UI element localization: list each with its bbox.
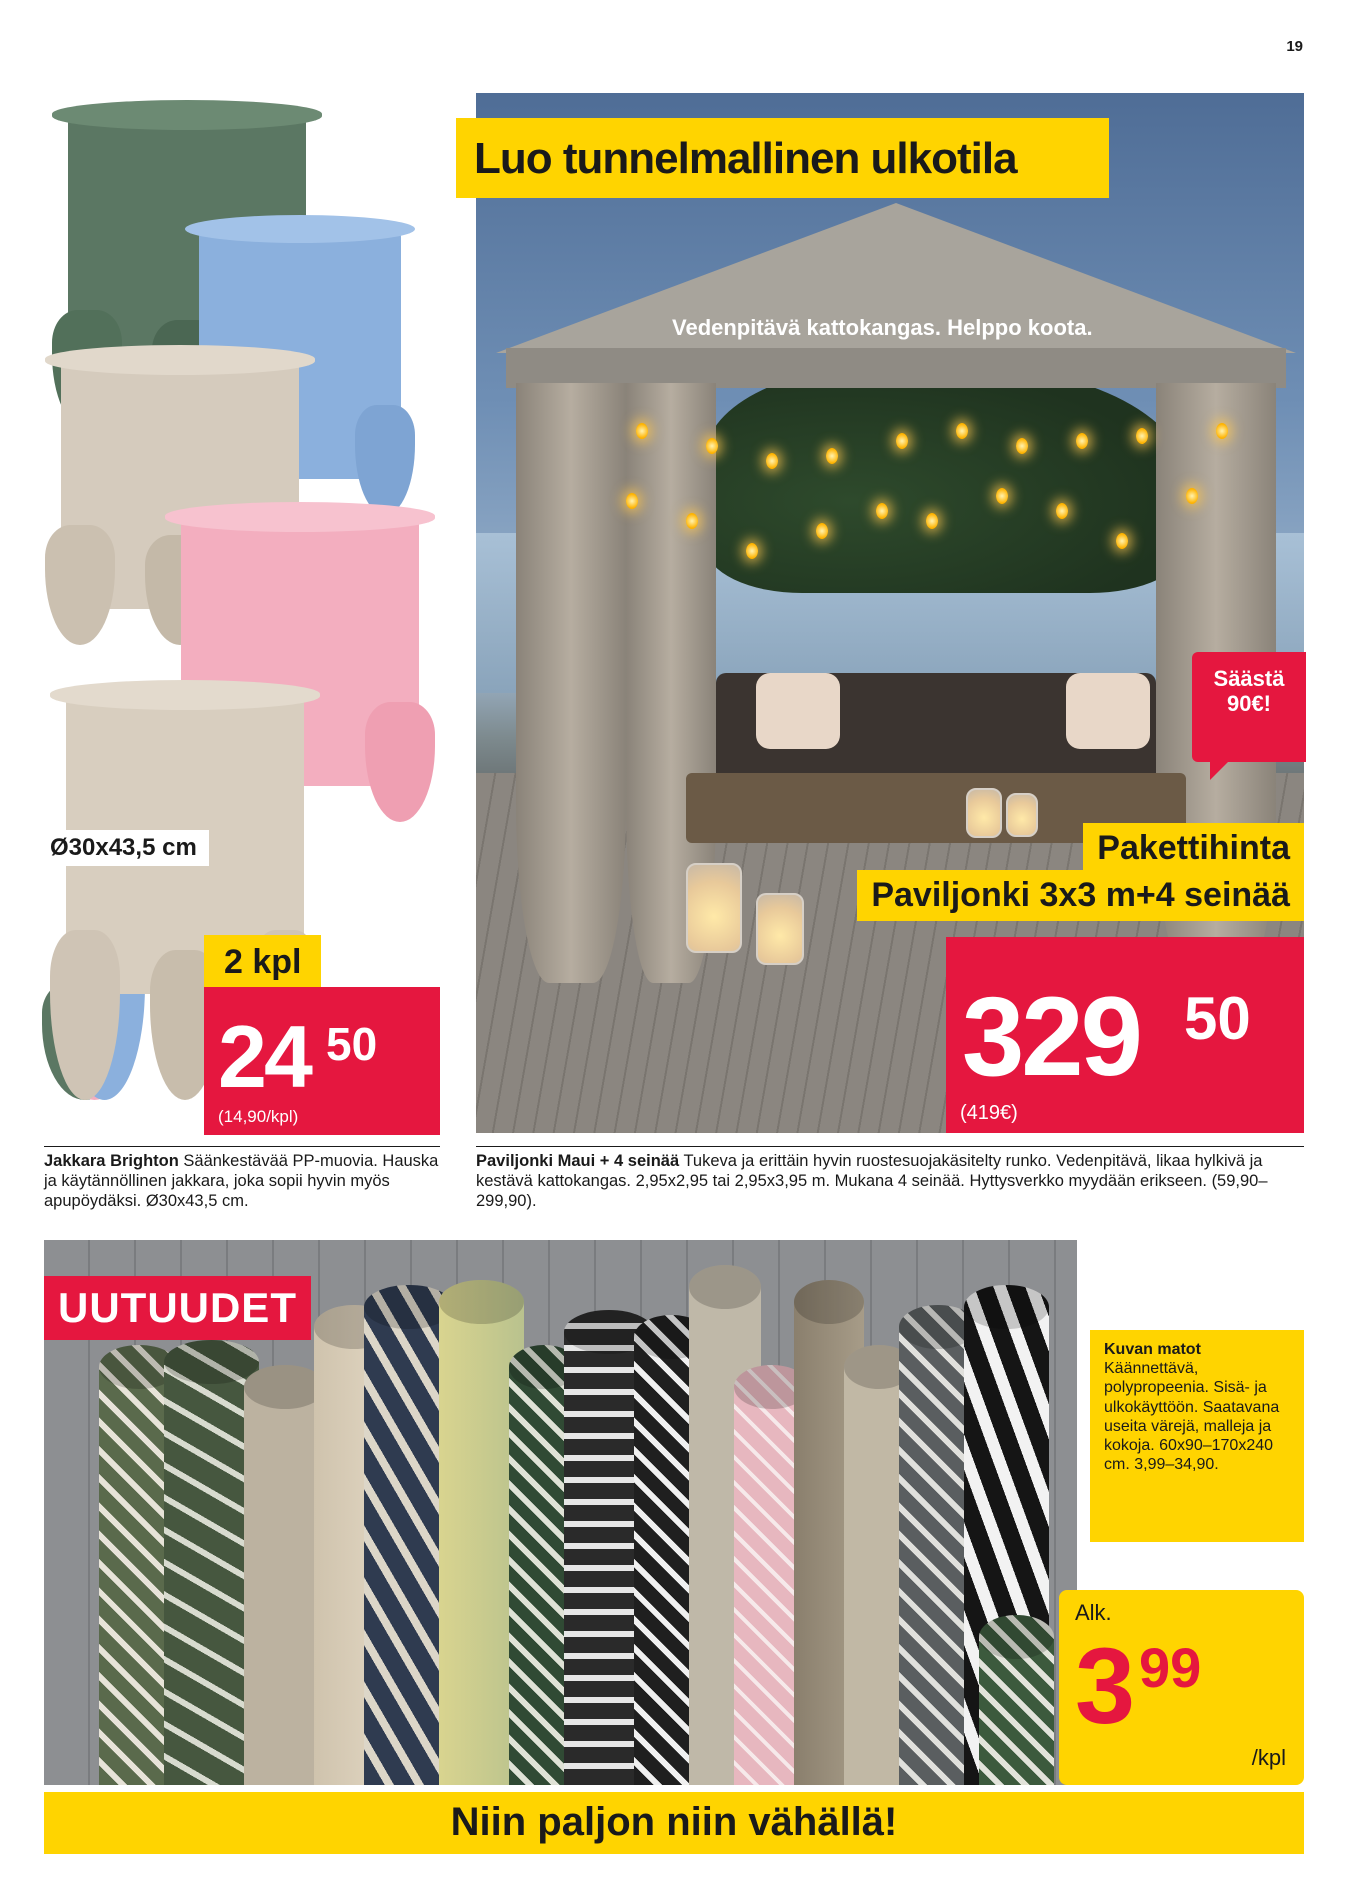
stool-description <box>44 1152 444 1211</box>
stool-unit-price: (14,90/kpl) <box>218 1107 299 1126</box>
rug-info-title: Kuvan matot <box>1104 1341 1201 1358</box>
stool-desc-title: Jakkara Brighton <box>44 1152 179 1170</box>
gazebo-bundle-label: Pakettihinta <box>1083 823 1304 874</box>
gazebo-desc-title: Paviljonki Maui + 4 seinää <box>476 1152 680 1170</box>
pillow-left <box>756 673 840 749</box>
lantern-1 <box>686 863 742 953</box>
rug-price-prefix: Alk. <box>1075 1600 1112 1625</box>
rug-16 <box>979 1615 1054 1785</box>
rug-price-cents: 99 <box>1139 1636 1202 1699</box>
stool-description-divider <box>44 1146 440 1147</box>
gazebo-desc-text: Tukeva ja erittäin hyvin ruostesuojakäsitelty runko. Vedenpitävä, likaa hylkivä ja kestävä kattokangas. 2,95x2,95 tai 2,95x3,95 m. Mukana 4 seinää. Hyttysverkko myydään erikseen. (59,90–299,90). <box>476 1152 1268 1210</box>
rug-price-main: 3 <box>1075 1625 1133 1746</box>
lantern-4 <box>1006 793 1038 837</box>
page-number: 19 <box>1286 38 1303 55</box>
gazebo-bundle-product: Paviljonki 3x3 m+4 seinää <box>857 870 1304 921</box>
gazebo-description <box>476 1152 1306 1211</box>
gazebo-old-price: (419€) <box>960 1102 1018 1124</box>
rug-info-box <box>1090 1330 1304 1542</box>
curtain-left <box>516 383 626 983</box>
lantern-3 <box>966 788 1002 838</box>
rug-price-unit: /kpl <box>1251 1745 1286 1770</box>
lantern-2 <box>756 893 804 965</box>
footer-slogan-banner: Niin paljon niin vähällä! <box>44 1792 1304 1854</box>
rug-price-box <box>1059 1590 1304 1785</box>
new-arrivals-badge: UUTUUDET <box>44 1276 311 1340</box>
gazebo-price-cents: 50 <box>1184 985 1251 1052</box>
gazebo-photo-caption: Vedenpitävä kattokangas. Helppo koota. <box>672 315 1093 340</box>
stool-price-main: 24 <box>218 1007 310 1106</box>
gazebo-price-main: 329 <box>962 974 1140 1099</box>
rug-info-text: Käännettävä, polypropeenia. Sisä- ja ulkokäyttöön. Saatavana useita värejä, malleja ja kokoja. 60x90–170x240 cm. 3,99–34,90. <box>1104 1360 1280 1474</box>
stool-dimension-label: Ø30x43,5 cm <box>40 830 209 866</box>
gazebo-save-badge: Säästä 90€! <box>1192 652 1306 762</box>
gazebo-price-box <box>946 937 1304 1133</box>
stool-quantity-badge: 2 kpl <box>204 935 321 990</box>
stool-desc-text: Säänkestävää PP-muovia. Hauska ja käytännöllinen jakkara, joka sopii hyvin myös apupöydäksi. Ø30x43,5 cm. <box>44 1152 439 1210</box>
stool-price-cents: 50 <box>326 1018 378 1070</box>
gazebo-description-divider <box>476 1146 1304 1147</box>
gazebo-headline: Luo tunnelmallinen ulkotila <box>456 118 1109 198</box>
pillow-right <box>1066 673 1150 749</box>
stool-price-box <box>204 987 440 1135</box>
